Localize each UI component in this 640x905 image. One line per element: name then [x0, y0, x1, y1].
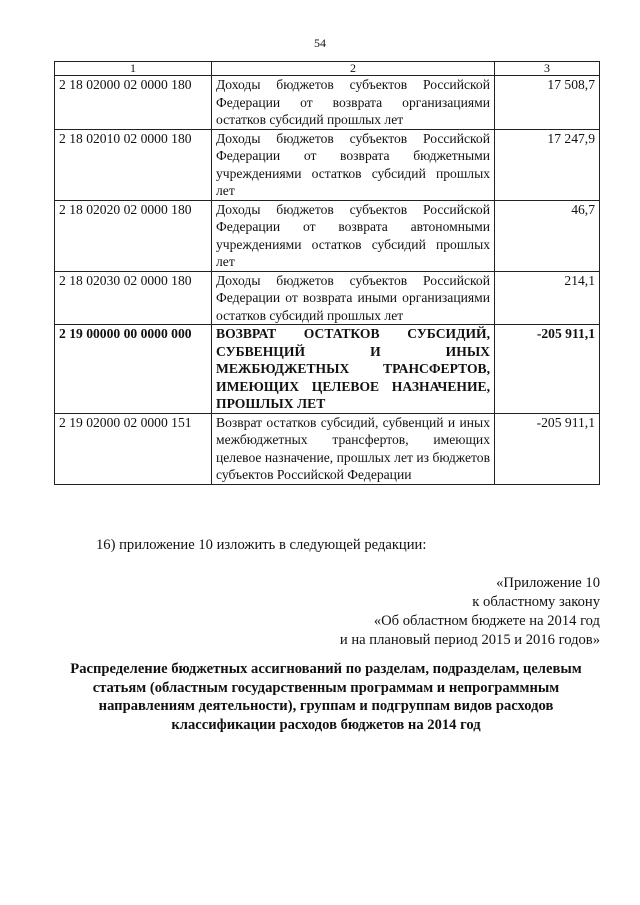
page-number: 54	[314, 36, 326, 50]
row-amount: 17 247,9	[495, 129, 600, 200]
amendment-intro: 16) приложение 10 изложить в следующей редакции:	[96, 537, 427, 553]
row-code: 2 18 02010 02 0000 180	[55, 129, 212, 200]
column-header: 3	[495, 62, 600, 76]
row-name: ВОЗВРАТ ОСТАТКОВ СУБСИДИЙ, СУБВЕНЦИЙ И ИНЫХ МЕЖБЮДЖЕТНЫХ ТРАНСФЕРТОВ, ИМЕЮЩИХ ЦЕЛЕВОЕ НАЗНАЧЕНИЕ, ПРОШЛЫХ ЛЕТ	[212, 325, 495, 414]
table-row	[55, 271, 600, 325]
table-row	[55, 129, 600, 200]
table-row	[55, 200, 600, 271]
title-line: направлениям деятельности), группам и подгруппам видов расходов	[98, 698, 554, 714]
table-row	[55, 76, 600, 130]
row-name: Доходы бюджетов субъектов Российской Федерации от возврата организациями остатков субсидий прошлых лет	[212, 76, 495, 130]
column-header: 2	[212, 62, 495, 76]
row-code: 2 19 02000 02 0000 151	[55, 413, 212, 484]
row-code: 2 18 02000 02 0000 180	[55, 76, 212, 130]
title-line: Распределение бюджетных ассигнований по разделам, подразделам, целевым	[70, 661, 582, 677]
row-code: 2 19 00000 00 0000 000	[55, 325, 212, 414]
table-row	[55, 413, 600, 484]
appendix-line: и на плановый период 2015 и 2016 годов»	[339, 632, 600, 648]
table-row-section	[55, 325, 600, 414]
row-name: Доходы бюджетов субъектов Российской Федерации от возврата бюджетными учреждениями остатков субсидий прошлых лет	[212, 129, 495, 200]
budget-table	[54, 61, 600, 485]
appendix-line: «Об областном бюджете на 2014 год	[373, 613, 600, 629]
table-header-row	[55, 62, 600, 76]
title-line: статьям (областным государственным программам и непрограммным	[92, 679, 560, 696]
row-amount: 46,7	[495, 200, 600, 271]
row-amount: 214,1	[495, 271, 600, 325]
row-amount: 17 508,7	[495, 76, 600, 130]
title-line: классификации расходов бюджетов на 2014 год	[171, 716, 481, 733]
row-code: 2 18 02030 02 0000 180	[55, 271, 212, 325]
document-title	[56, 660, 596, 734]
row-name: Доходы бюджетов субъектов Российской Федерации от возврата автономными учреждениями остатков субсидий прошлых лет	[212, 200, 495, 271]
row-name: Доходы бюджетов субъектов Российской Федерации от возврата иными организациями остатков субсидий прошлых лет	[212, 271, 495, 325]
column-header: 1	[55, 62, 212, 76]
row-amount: -205 911,1	[495, 325, 600, 414]
row-amount: -205 911,1	[495, 413, 600, 484]
appendix-line: «Приложение 10	[496, 575, 600, 591]
appendix-line: к областному закону	[472, 594, 600, 610]
row-name: Возврат остатков субсидий, субвенций и иных межбюджетных трансфертов, имеющих целевое назначение, прошлых лет из бюджетов субъектов Российской Федерации	[212, 413, 495, 484]
appendix-reference	[180, 574, 600, 650]
row-code: 2 18 02020 02 0000 180	[55, 200, 212, 271]
